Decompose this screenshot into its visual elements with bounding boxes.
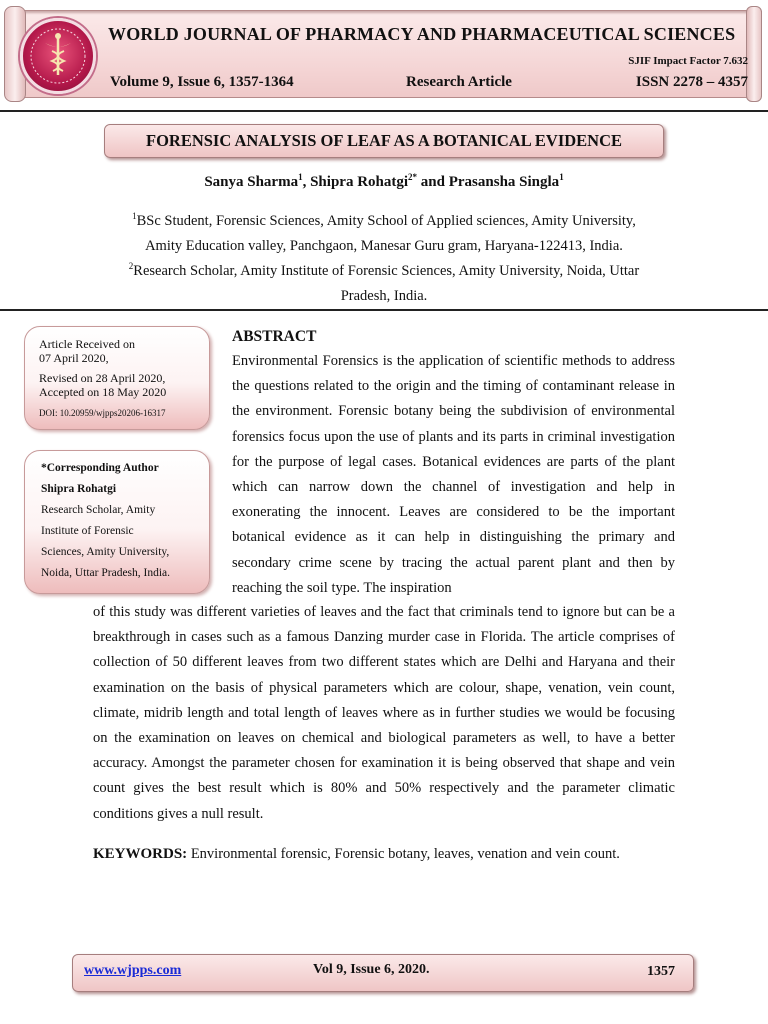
caduceus-icon [23,21,93,91]
corresponding-line: Sciences, Amity University, [41,546,170,558]
affiliation-line: Pradesh, India. [340,287,428,304]
keywords-text: Environmental forensic, Forensic botany, leaves, venation and vein count. [187,846,620,862]
author-superscript: 1 [298,172,303,182]
author-name: Shipra Rohatgi [310,174,409,190]
issn: ISSN 2278 – 4357 [635,74,748,90]
article-type: Research Article [406,74,512,90]
affiliation-line: Research Scholar, Amity Institute of Forensic Sciences, Amity University, Noida, Uttar [133,262,640,279]
affiliation-superscript: 2 [128,261,134,271]
received-label: Article Received on [39,337,135,351]
journal-name: WORLD JOURNAL OF PHARMACY AND PHARMACEUTICAL SCIENCES [108,24,736,44]
affiliation-line: BSc Student, Forensic Sciences, Amity School of Applied sciences, Amity University, [136,212,636,229]
keywords [93,846,620,863]
article-info-box [24,326,210,430]
corresponding-line: Noida, Uttar Pradesh, India. [41,567,171,579]
header-divider [0,110,768,112]
volume-info: Volume 9, Issue 6, 1357-1364 [110,74,294,90]
footer-issue: Vol 9, Issue 6, 2020. [313,962,430,977]
abstract-text-part1: Environmental Forensics is the application of scientific methods to address the questions related to the origin and the timing of contaminant release in the environment. Forensic botany being the subdivision of environmental forensics focus upon the use of plants and its parts in criminal investigation for the purpose of legal cases. Botanical evidences are parts of the plant which can narrow down the channel of investigation and help in exonerating the innocent. Leaves are considered to be the important botanical evidence as it can help in distinguishing the primary and secondary crime scene by tracing the actual parent plant and then by reaching the soil type. The inspiration [232,353,675,596]
abstract-heading: ABSTRACT [232,328,317,345]
article-title: FORENSIC ANALYSIS OF LEAF AS A BOTANICAL EVIDENCE [104,124,664,158]
page-number: 1357 [647,964,675,979]
affiliation-1 [80,204,688,259]
corresponding-author-box [24,450,210,594]
corresponding-name: Shipra Rohatgi [41,483,117,495]
corresponding-line: Institute of Forensic [41,525,134,537]
abstract-text-part2: of this study was different varieties of leaves and the fact that criminals tend to ignore but can be a breakthrough in cases such as a famous Danzing murder case in Florida. The article comprises of collection of 50 different leaves from two different states which are Delhi and Haryana and their examination on the basis of physical parameters which are colour, shape, venation, vein count, climate, midrib length and total length of leaves where as in further studies we would be focusing on the examination on leaves on chemical and biological parameters as well, to have a better accuracy. Amongst the parameter chosen for examination it is being observed that shape and vein count gives the best result which is 80% and 50% respectively and the parameter climatic conditions gives a null result. [93,604,675,822]
accepted-date: Accepted on 18 May 2020 [39,385,167,399]
keywords-label: KEYWORDS: [93,846,188,862]
corresponding-heading: *Corresponding Author [41,462,159,474]
journal-logo [20,18,96,94]
author-list [0,172,768,191]
author-separator: , [302,174,311,190]
affiliation-divider [0,309,768,311]
author-superscript: 1 [559,172,564,182]
page-footer [72,954,694,992]
website-link[interactable]: www.wjpps.com [84,963,182,978]
author-name: Prasansha Singla [448,174,560,190]
affiliation-line: Amity Education valley, Panchgaon, Manesar Guru gram, Haryana-122413, India. [145,237,623,254]
revised-date: Revised on 28 April 2020, [39,371,166,385]
affiliation-superscript: 1 [132,211,137,221]
affiliation-2 [80,254,688,309]
received-date: 07 April 2020, [39,351,109,365]
corresponding-line: Research Scholar, Amity [41,504,156,516]
banner-scroll-right [746,6,762,102]
author-separator: and [417,174,449,190]
journal-banner [4,6,762,100]
author-name: Sanya Sharma [204,174,299,190]
doi: DOI: 10.20959/wjpps20206-16317 [39,408,166,418]
author-superscript: 2* [408,172,418,182]
impact-factor: SJIF Impact Factor 7.632 [628,55,748,67]
